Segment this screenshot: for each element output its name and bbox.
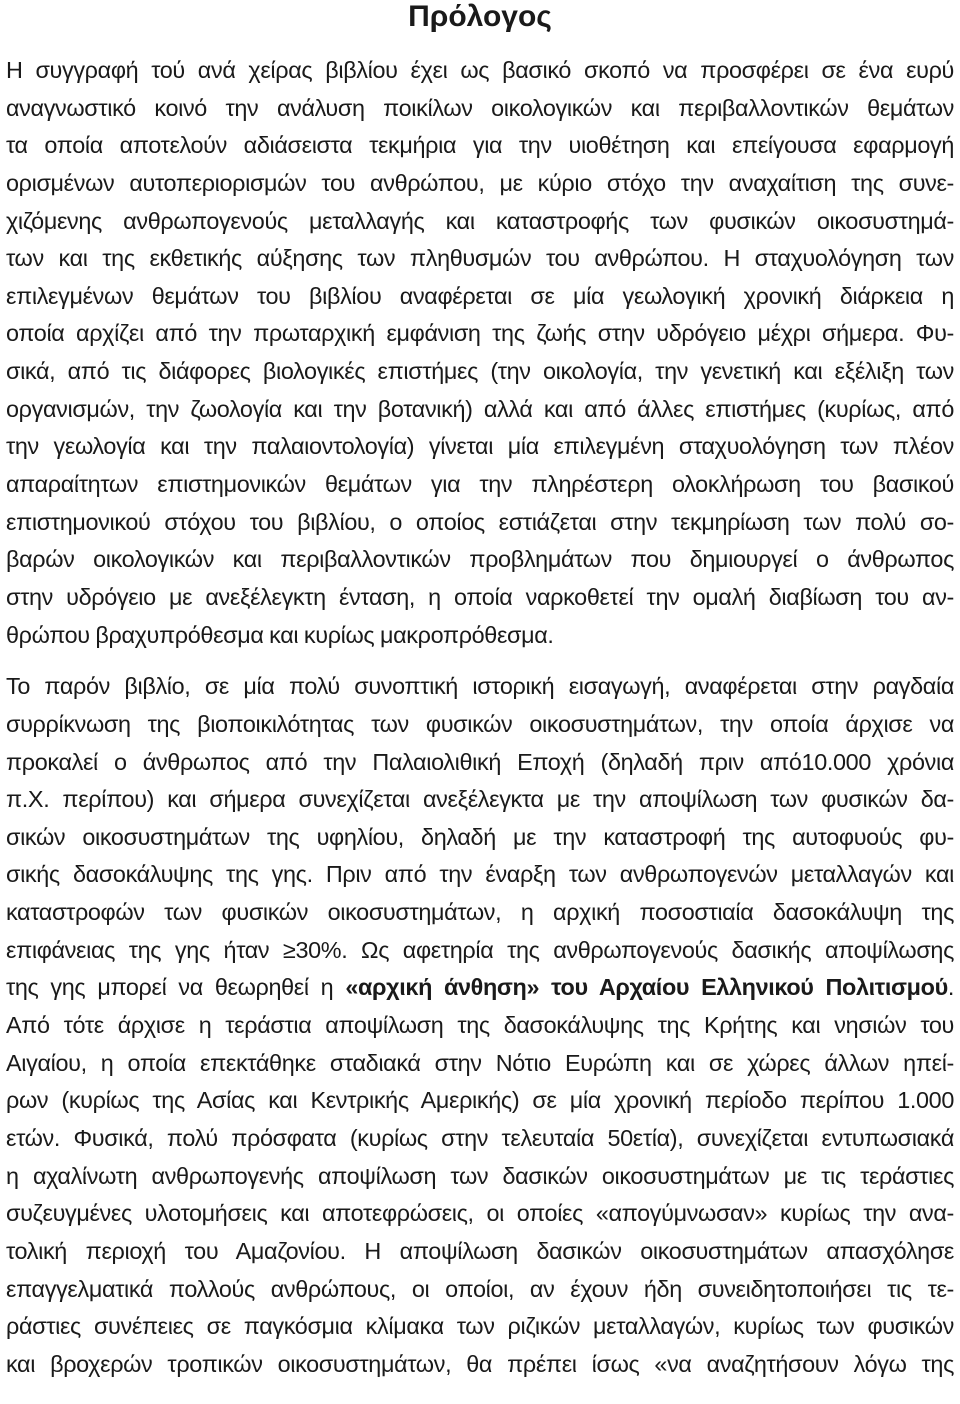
paragraph-line: ράστιες συνέπειες σε παγκόσμια κλίμακα των ριζικών μεταλλαγών, κυρίως των φυσικών <box>6 1313 954 1340</box>
paragraph-line: ορισμένων αυτοπεριορισμών του ανθρώπου, με κύριο στόχο την αναχαίτιση της συνε- <box>6 169 954 196</box>
paragraph-line: την γεωλογία και την παλαιοντολογία) γίνεται μία επιλεγμένη σταχυολόγηση των πλέον <box>6 433 954 460</box>
paragraph-line: οργανισμών, την ζωολογία και την βοτανική) αλλά και από άλλες επιστήμες (κυρίως, από <box>6 395 954 422</box>
paragraph-line: επιλεγμένων θεμάτων του βιβλίου αναφέρεται σε μία γεωλογική χρονική διάρκεια η <box>6 282 954 309</box>
paragraph-line: προκαλεί ο άνθρωπος από την Παλαιολιθική Εποχή (δηλαδή πριν από10.000 χρόνια <box>6 748 954 775</box>
paragraph-line: επαγγελματικά πολλούς ανθρώπους, οι οποίοι, αν έχουν ήδη συνειδητοποιήσει τις τε- <box>6 1275 954 1302</box>
paragraph-line: σικά, από τις διάφορες βιολογικές επιστήμες (την οικολογία, την γενετική και εξέλιξη των <box>6 358 954 385</box>
paragraph-line: και βροχερών τροπικών οικοσυστημάτων, θα πρέπει ίσως «να αναζητήσουν λόγω της <box>6 1350 954 1377</box>
paragraph-line: συρρίκνωση της βιοποικιλότητας των φυσικών οικοσυστημάτων, την οποία άρχισε να <box>6 710 954 737</box>
paragraph-line: απαραίτητων επιστημονικών θεμάτων για την πληρέστερη ολοκλήρωση του βασικού <box>6 471 954 498</box>
paragraph-1 <box>6 52 954 654</box>
paragraph-line: σικής δασοκάλυψης της γης. Πριν από την έναρξη των ανθρωπογενών μεταλλαγών και <box>6 861 954 888</box>
paragraph-line: οποία αρχίζει από την πρωταρχική εμφάνιση της ζωής στην υδρόγειο μέχρι σήμερα. Φυ- <box>6 320 954 347</box>
paragraph-line: συζευγμένες υλοτομήσεις και αποτεφρώσεις, οι οποίες «απογύμνωσαν» κυρίως την ανα- <box>6 1200 954 1227</box>
emphasis-prefix-text: της γης μπορεί να θεωρηθεί η <box>6 974 346 1001</box>
paragraph-line: Αιγαίου, η οποία επεκτάθηκε σταδιακά στην Νότιο Ευρώπη και σε χώρες άλλων ηπεί- <box>6 1049 954 1076</box>
paragraph-line: Το παρόν βιβλίο, σε μία πολύ συνοπτική ιστορική εισαγωγή, αναφέρεται στην ραγδαία <box>6 673 954 700</box>
paragraph-line: των και της εκθετικής αύξησης των πληθυσμών του ανθρώπου. Η σταχυολόγηση των <box>6 245 954 272</box>
paragraph-line: επιφάνειας της γης ήταν ≥30%. Ως αφετηρία της ανθρωπογενούς δασικής αποψίλωσης <box>6 936 954 963</box>
paragraph-line: θρώπου βραχυπρόθεσμα και κυρίως μακροπρόθεσμα. <box>6 621 554 648</box>
paragraph-line: βαρών οικολογικών και περιβαλλοντικών προβλημάτων που δημιουργεί ο άνθρωπος <box>6 546 954 573</box>
paragraph-line: καταστροφών των φυσικών οικοσυστημάτων, η αρχική ποσοστιαία δασοκάλυψη της <box>6 899 954 926</box>
paragraph-line: στην υδρόγειο με ανεξέλεγκτη ένταση, η οποία ναρκοθετεί την ομαλή διαβίωση του αν- <box>6 583 954 610</box>
paragraph-line: ετών. Φυσικά, πολύ πρόσφατα (κυρίως στην τελευταία 50ετία), συνεχίζεται εντυπωσιακά <box>6 1124 954 1151</box>
paragraph-line: τολική περιοχή του Αμαζονίου. Η αποψίλωση δασικών οικοσυστημάτων απασχόλησε <box>6 1237 954 1264</box>
page-title: Πρόλογος <box>408 0 552 33</box>
paragraph-line: αναγνωστικό κοινό την ανάλυση ποικίλων οικολογικών και περιβαλλοντικών θεμάτων <box>6 94 954 121</box>
paragraph-line: χιζόμενης ανθρωπογενούς μεταλλαγής και καταστροφής των φυσικών οικοσυστημά- <box>6 207 954 234</box>
paragraph-line: π.Χ. περίπου) και σήμερα συνεχίζεται ανεξέλεγκτα με την αποψίλωση των φυσικών δα- <box>6 786 954 813</box>
emphasis-text: «αρχική άνθηση» του Αρχαίου Ελληνικού Πολιτισμού <box>345 974 948 1001</box>
paragraph-line: ρων (κυρίως της Ασίας και Κεντρικής Αμερικής) σε μία χρονική περίοδο περίπου 1.000 <box>6 1087 954 1114</box>
paragraph-line: τα οποία αποτελούν αδιάσειστα τεκμήρια για την υιοθέτηση και επείγουσα εφαρμογή <box>6 132 954 159</box>
paragraph-line: Από τότε άρχισε η τεράστια αποψίλωση της δασοκάλυψης της Κρήτης και νησιών του <box>6 1012 954 1039</box>
paragraph-line: επιστημονικού στόχου του βιβλίου, ο οποίος εστιάζεται στην τεκμηρίωση των πολύ σο- <box>6 508 954 535</box>
emphasis-suffix-text: . <box>947 974 954 1001</box>
paragraph-line: η αχαλίνωτη ανθρωπογενής αποψίλωση των δασικών οικοσυστημάτων με τις τεράστιες <box>6 1162 954 1189</box>
paragraph-line: σικών οικοσυστημάτων της υφηλίου, δηλαδή με την καταστροφή της αυτοφυούς φυ- <box>6 823 954 850</box>
paragraph-line-with-emphasis <box>6 969 954 1007</box>
paragraph-2 <box>6 668 954 1383</box>
paragraph-line: Η συγγραφή τού ανά χείρας βιβλίου έχει ως βασικό σκοπό να προσφέρει σε ένα ευρύ <box>6 57 954 83</box>
